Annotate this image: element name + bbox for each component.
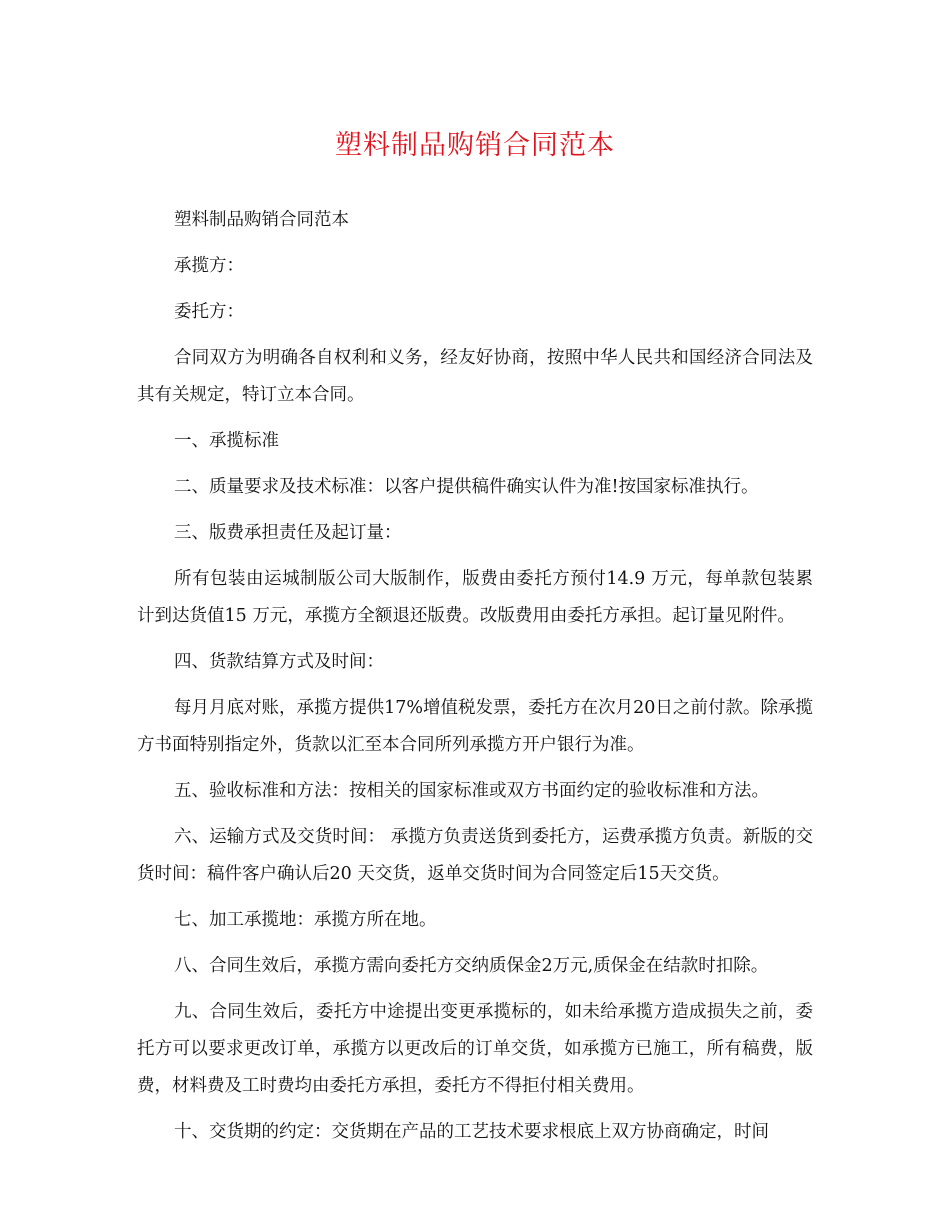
paragraph-clause-3-detail: 所有包装由运城制版公司大版制作，版费由委托方预付14.9 万元，每单款包装累计到达货值15 万元，承揽方全额退还版费。改版费用由委托方承担。起订量见附件。 — [137, 569, 813, 626]
paragraph-heading: 塑料制品购销合同范本 — [174, 210, 349, 230]
paragraph-clause-4: 四、货款结算方式及时间： — [174, 652, 384, 672]
paragraph-clause-6: 六、运输方式及交货时间： 承揽方负责送货到委托方，运费承揽方负责。新版的交货时间：稿件客户确认后20 天交货，返单交货时间为合同签定后15天交货。 — [137, 827, 813, 884]
paragraph-clause-7: 七、加工承揽地：承揽方所在地。 — [174, 910, 437, 930]
paragraph-clause-10: 十、交货期的约定：交货期在产品的工艺技术要求根底上双方协商确定，时间 — [174, 1122, 769, 1142]
paragraph-clause-8: 八、合同生效后，承揽方需向委托方交纳质保金2万元,质保金在结款时扣除。 — [174, 956, 769, 976]
paragraph-preamble: 合同双方为明确各自权利和义务，经友好协商，按照中华人民共和国经济合同法及其有关规定，特订立本合同。 — [137, 348, 813, 405]
paragraph-clause-5: 五、验收标准和方法：按相关的国家标准或双方书面约定的验收标准和方法。 — [174, 781, 769, 801]
paragraph-clause-1: 一、承揽标准 — [174, 431, 279, 451]
paragraph-clause-3: 三、版费承担责任及起订量： — [174, 523, 402, 543]
paragraph-clause-2: 二、质量要求及技术标准：以客户提供稿件确实认件为准!按国家标准执行。 — [174, 477, 759, 497]
paragraph-clause-4-detail: 每月月底对账，承揽方提供17%增值税发票，委托方在次月20日之前付款。除承揽方书面特别指定外，货款以汇至本合同所列承揽方开户银行为准。 — [137, 698, 813, 755]
paragraph-contractor: 承揽方： — [174, 256, 244, 276]
document-body — [137, 202, 813, 1160]
paragraph-clause-9: 九、合同生效后，委托方中途提出变更承揽标的，如未给承揽方造成损失之前，委托方可以要求更改订单，承揽方以更改后的订单交货，如承揽方已施工，所有稿费，版费，材料费及工时费均由委托方承担，委托方不得拒付相关费用。 — [137, 1002, 813, 1096]
paragraph-client: 委托方： — [174, 302, 244, 322]
document-title: 塑料制品购销合同范本 — [335, 130, 615, 161]
